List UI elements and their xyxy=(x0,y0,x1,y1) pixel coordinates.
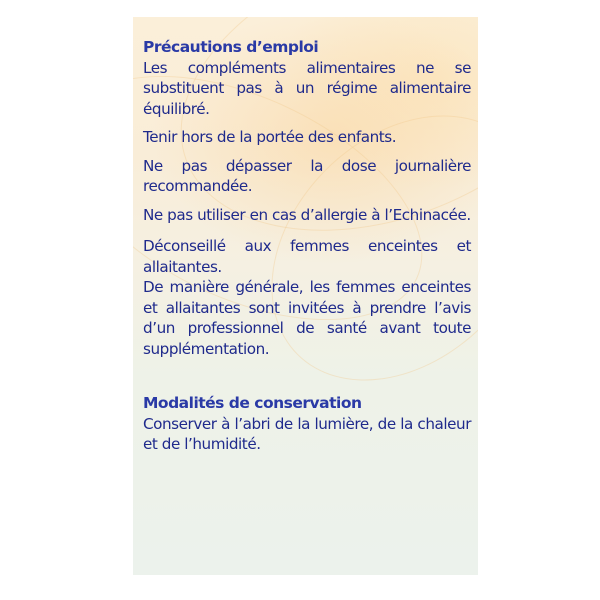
conservation-text: Conserver à l’abri de la lumière, de la chaleur et de l’humidité. xyxy=(143,414,471,453)
precautions-section xyxy=(143,37,471,359)
label-panel xyxy=(133,17,478,575)
precaution-paragraph: Tenir hors de la portée des enfants. xyxy=(143,128,397,146)
precaution-paragraph: Les compléments alimentaires ne se substituent pas à un régime alimentaire équilibré. xyxy=(143,58,471,118)
precaution-paragraph: De manière générale, les femmes enceintes et allaitantes sont invitées à prendre l’avis d’un professionnel de santé avant toute supplémentation. xyxy=(143,278,471,358)
precaution-paragraph: Ne pas utiliser en cas d’allergie à l’Echinacée. xyxy=(143,205,471,224)
precaution-paragraph: Déconseillé aux femmes enceintes et allaitantes. xyxy=(143,237,471,276)
label-content xyxy=(143,37,471,455)
precaution-paragraph: Ne pas dépasser la dose journalière recommandée. xyxy=(143,156,471,195)
conservation-heading: Modalités de conservation xyxy=(143,394,362,412)
precautions-heading: Précautions d’emploi xyxy=(143,38,319,56)
conservation-section xyxy=(143,393,471,455)
